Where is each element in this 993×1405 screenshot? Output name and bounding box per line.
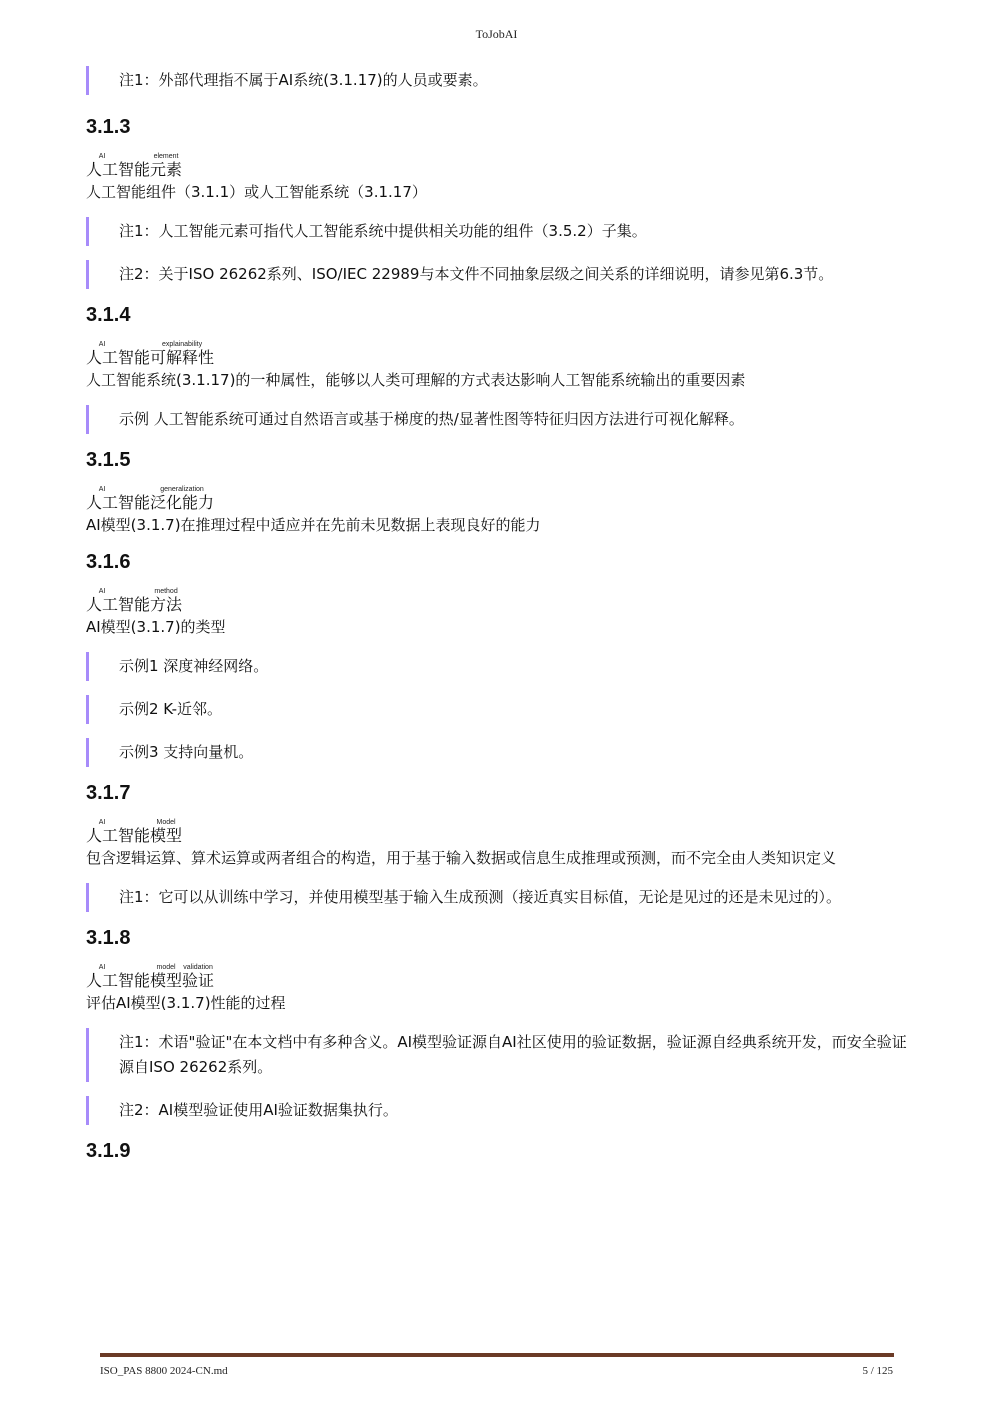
section-number: 3.1.9 (86, 1140, 131, 1162)
section-number: 3.1.8 (86, 927, 131, 949)
term-segment (118, 826, 150, 845)
term-segment (86, 819, 119, 845)
term-definition: AI模型(3.1.7)在推理过程中适应并在先前未见数据上表现良好的能力 (86, 516, 541, 534)
term-name (86, 151, 908, 179)
term-segment-text: 元素 (150, 160, 183, 179)
term-definition: 评估AI模型(3.1.7)性能的过程 (86, 994, 286, 1012)
term-segment-text: 模型 (150, 826, 183, 845)
note: 注1：人工智能元素可指代人工智能系统中提供相关功能的组件（3.5.2）子集。 (86, 217, 908, 246)
term-annotation: generalization (150, 486, 215, 493)
term-annotation: AI (86, 341, 118, 348)
term-segment-text: 智能 (118, 348, 151, 367)
term-segment (150, 341, 215, 367)
term-annotation: explainability (150, 341, 215, 348)
term-annotation: AI (86, 486, 118, 493)
note: 注2：关于ISO 26262系列、ISO/IEC 22989与本文件不同抽象层级之间关系的详细说明，请参见第6.3节。 (86, 260, 908, 289)
term-definition: 人工智能系统(3.1.17)的一种属性，能够以人类可理解的方式表达影响人工智能系统输出的重要因素 (86, 371, 746, 389)
term-segment (118, 493, 150, 512)
term-segment-text: 人工 (86, 348, 119, 367)
section-number: 3.1.7 (86, 782, 131, 804)
term-annotation: method (150, 588, 183, 595)
term-definition: 包含逻辑运算、算术运算或两者组合的构造，用于基于输入数据或信息生成推理或预测，而不完全由人类知识定义 (86, 849, 837, 867)
term-name (86, 484, 908, 512)
term-segment (118, 160, 150, 179)
term-name (86, 962, 908, 990)
term-annotation: Model (150, 819, 183, 826)
term-segment-text: 人工 (86, 160, 119, 179)
term-segment (182, 964, 215, 990)
term-segment (118, 348, 150, 367)
term-entry (86, 115, 908, 289)
term-definition: 人工智能组件（3.1.1）或人工智能系统（3.1.17） (86, 183, 427, 201)
note: 示例3 支持向量机。 (86, 738, 908, 767)
term-segment (86, 486, 119, 512)
term-segment (86, 964, 119, 990)
term-annotation: AI (86, 153, 118, 160)
note: 注1：术语"验证"在本文档中有多种含义。AI模型验证源自AI社区使用的验证数据，验证源自经典系统开发，而安全验证源自ISO 26262系列。 (86, 1028, 908, 1082)
term-segment-text: 智能 (118, 493, 151, 512)
footer-filename: ISO_PAS 8800 2024-CN.md (100, 1365, 228, 1377)
term-sections (86, 115, 908, 1163)
section-number: 3.1.6 (86, 551, 131, 573)
term-segment-text: 模型 (150, 971, 183, 990)
term-segment (150, 964, 183, 990)
term-segment-text: 智能 (118, 595, 151, 614)
section-number: 3.1.4 (86, 304, 131, 326)
running-header: ToJobAI (475, 27, 518, 41)
term-entry (86, 1139, 908, 1163)
footer-divider (100, 1353, 894, 1357)
term-entry (86, 303, 908, 434)
term-name (86, 586, 908, 614)
term-segment-text: 智能 (118, 160, 151, 179)
section-number: 3.1.5 (86, 449, 131, 471)
note: 注1：它可以从训练中学习，并使用模型基于输入生成预测（接近真实目标值，无论是见过的还是未见过的）。 (86, 883, 908, 912)
term-segment-text: 智能 (118, 971, 151, 990)
footer-page-number: 5 / 125 (862, 1365, 893, 1377)
term-segment (86, 588, 119, 614)
term-segment (86, 153, 119, 179)
section-number: 3.1.3 (86, 116, 131, 138)
term-segment (118, 595, 150, 614)
term-annotation: element (150, 153, 183, 160)
note: 注1：外部代理指不属于AI系统(3.1.17)的人员或要素。 (86, 66, 908, 95)
note: 示例2 K-近邻。 (86, 695, 908, 724)
term-segment-text: 人工 (86, 595, 119, 614)
note: 示例1 深度神经网络。 (86, 652, 908, 681)
term-segment (118, 971, 150, 990)
term-segment-text: 验证 (182, 971, 215, 990)
term-definition: AI模型(3.1.7)的类型 (86, 618, 226, 636)
term-entry (86, 781, 908, 912)
term-annotation: validation (182, 964, 215, 971)
term-entry (86, 926, 908, 1125)
term-segment-text: 泛化能力 (150, 493, 215, 512)
term-segment (150, 819, 183, 845)
term-segment (150, 153, 183, 179)
term-segment (86, 341, 119, 367)
term-entry (86, 550, 908, 767)
document-body (86, 66, 908, 1175)
term-annotation: model (150, 964, 183, 971)
term-segment (150, 588, 183, 614)
term-segment-text: 智能 (118, 826, 151, 845)
term-segment-text: 方法 (150, 595, 183, 614)
term-name (86, 339, 908, 367)
note: 示例 人工智能系统可通过自然语言或基于梯度的热/显著性图等特征归因方法进行可视化解释。 (86, 405, 908, 434)
term-segment-text: 人工 (86, 971, 119, 990)
term-segment-text: 人工 (86, 493, 119, 512)
term-name (86, 817, 908, 845)
term-segment-text: 可解释性 (150, 348, 215, 367)
term-segment-text: 人工 (86, 826, 119, 845)
term-annotation: AI (86, 588, 118, 595)
term-segment (150, 486, 215, 512)
term-entry (86, 448, 908, 536)
term-annotation: AI (86, 819, 118, 826)
term-annotation: AI (86, 964, 118, 971)
note: 注2：AI模型验证使用AI验证数据集执行。 (86, 1096, 908, 1125)
